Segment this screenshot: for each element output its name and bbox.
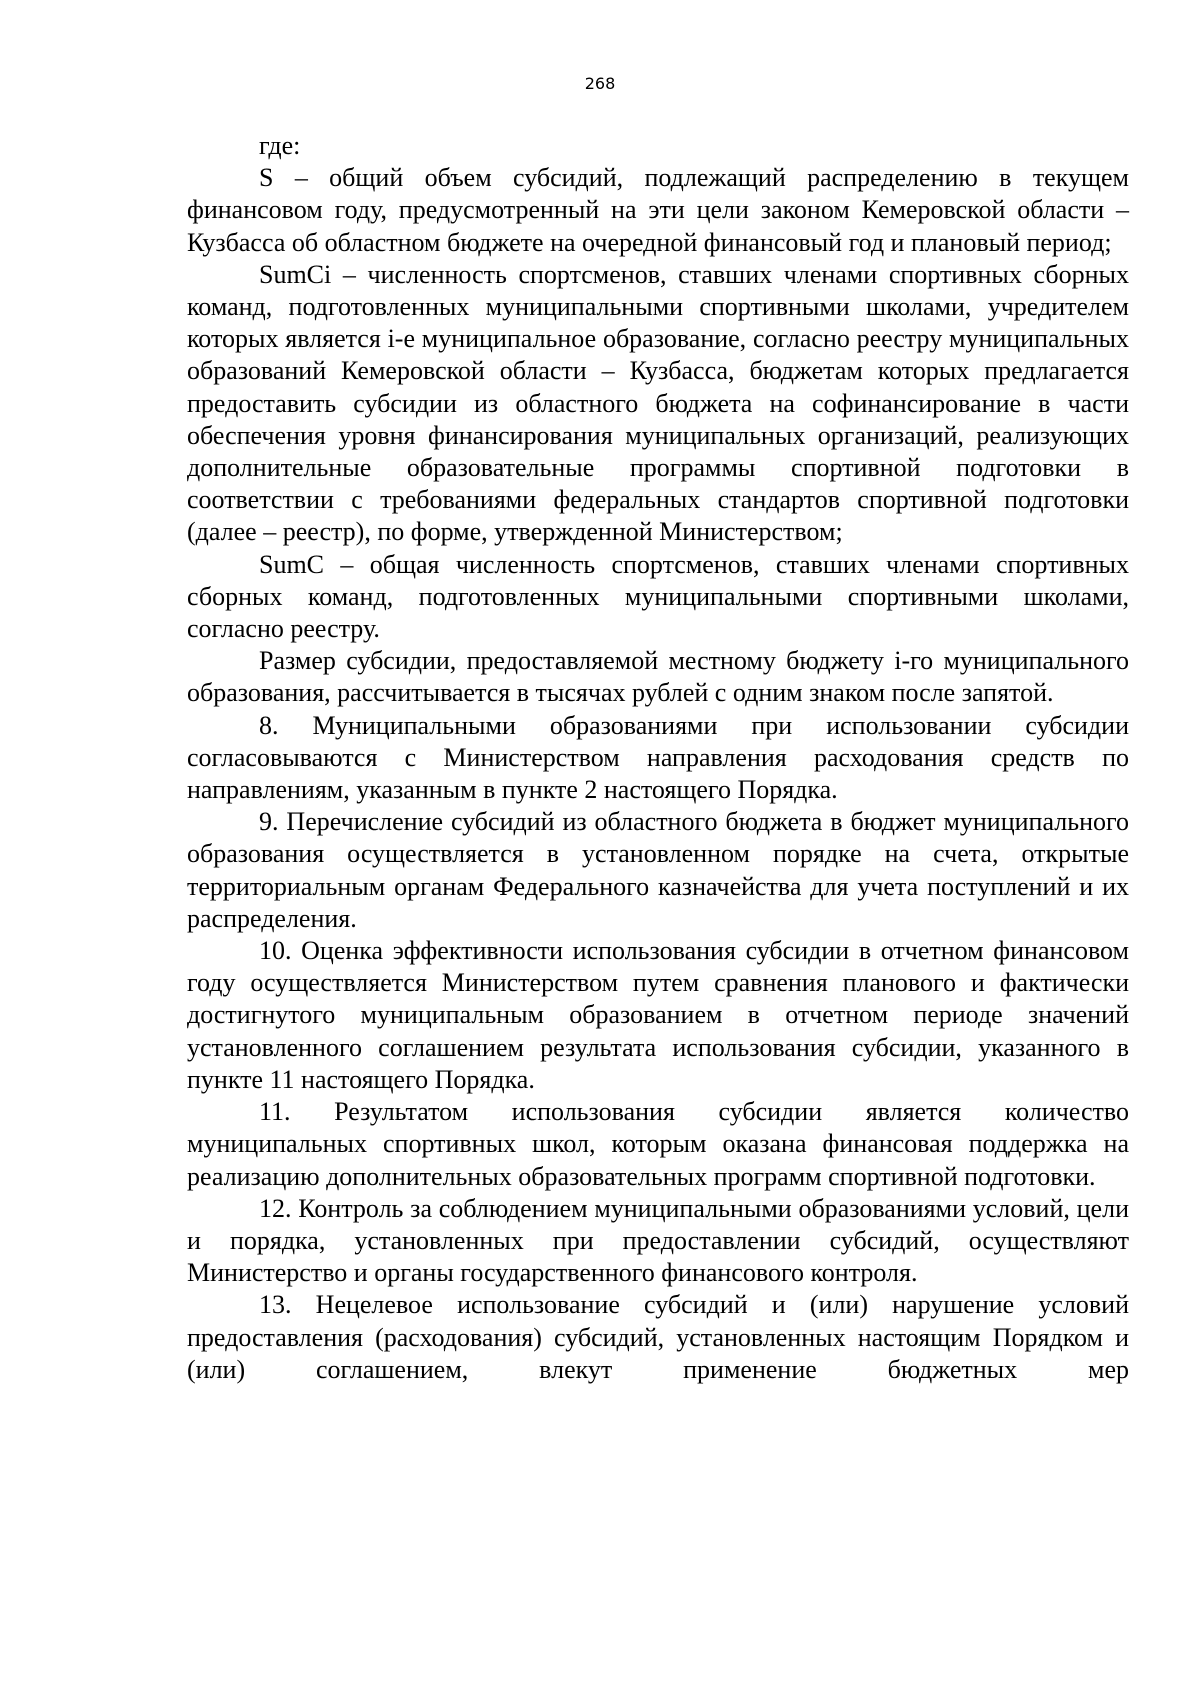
paragraph-s-definition: S – общий объем субсидий, подлежащий распределению в текущем финансовом году, предусмотренный на эти цели законом Кемеровской области – Кузбасса об областном бюджете на очередной финансовый год и плановый период; [187,163,1129,257]
paragraph-item-8: 8. Муниципальными образованиями при использовании субсидии согласовываются с Министерством направления расходования средств по направлениям, указанным в пункте 2 настоящего Порядка. [187,710,1129,805]
paragraph-item-10: 10. Оценка эффективности использования субсидии в отчетном финансовом году осуществляется Министерством путем сравнения планового и фактически достигнутого муниципальным образованием в отчетном периоде значений установленного соглашением результата использования субсидии, указанного в пункте 11 настоящего Порядка. [187,936,1129,1094]
paragraph-item-12: 12. Контроль за соблюдением муниципальными образованиями условий, цели и порядка, установленных при предоставлении субсидий, осуществляют Министерство и органы государственного финансового контроля. [187,1193,1129,1288]
paragraph-sumci-definition: SumCi – численность спортсменов, ставших членами спортивных сборных команд, подготовленных муниципальными спортивными школами, учредителем которых является i-е муниципальное образование, согласно реестру муниципальных образований Кемеровской области – Кузбасса, бюджетам которых предлагается предоставить субсидии из областного бюджета на софинансирование в части обеспечения уровня финансирования муниципальных организаций, реализующих дополнительные образовательные программы спортивной подготовки в соответствии с требованиями федеральных стандартов спортивной подготовки (далее – реестр), по форме, утвержденной Министерством; [187,259,1129,547]
paragraph-item-11: 11. Результатом использования субсидии является количество муниципальных спортивных школ, которым оказана финансовая поддержка на реализацию дополнительных образовательных программ спортивной подготовки. [187,1097,1129,1191]
paragraph-subsidy-size: Размер субсидии, предоставляемой местному бюджету i-го муниципального образования, рассчитывается в тысячах рублей с одним знаком после запятой. [187,646,1129,708]
paragraph-sumc-definition: SumC – общая численность спортсменов, ставших членами спортивных сборных команд, подготовленных муниципальными спортивными школами, согласно реестру. [187,549,1129,644]
document-body [187,130,1129,1386]
paragraph-item-9: 9. Перечисление субсидий из областного бюджета в бюджет муниципального образования осуществляется в установленном порядке на счета, открытые территориальным органам Федерального казначейства для учета поступлений и их распределения. [187,807,1129,933]
paragraph-where: где: [259,131,301,160]
page-number: 268 [584,74,616,93]
paragraph-item-13: 13. Нецелевое использование субсидий и (или) нарушение условий предоставления (расходования) субсидий, установленных настоящим Порядком и (или) соглашением, влекут применение бюджетных мер [187,1290,1129,1384]
